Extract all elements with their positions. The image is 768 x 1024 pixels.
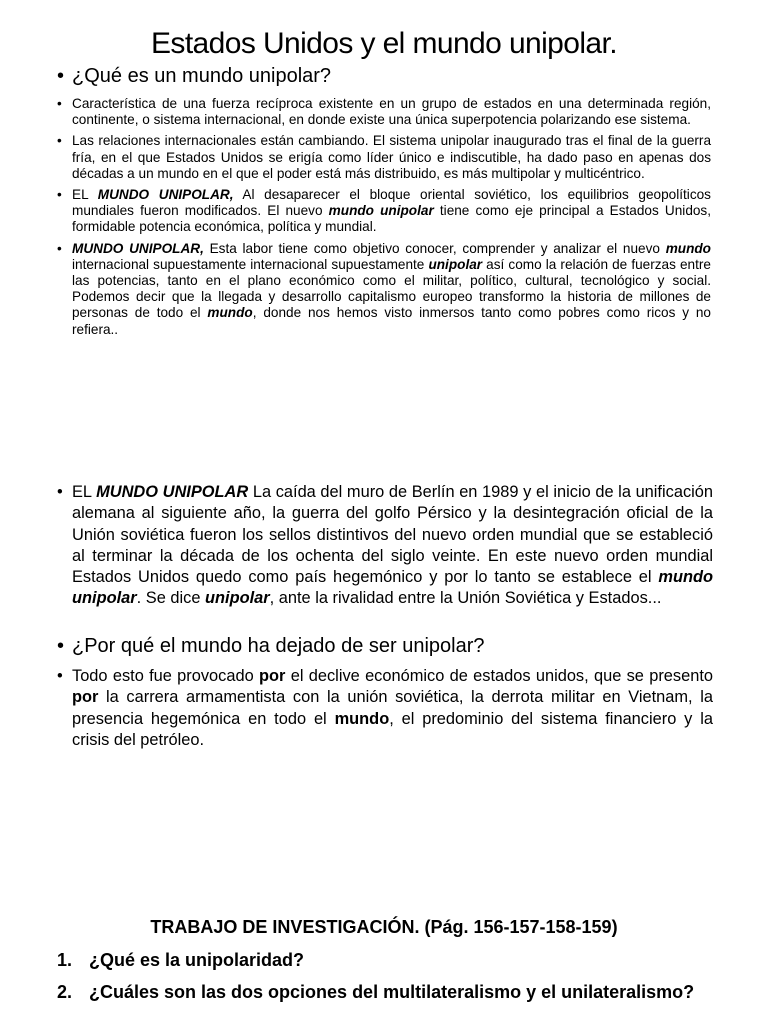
text-run: , donde nos hemos visto inmersos tanto como pobres como ricos y no refiera.. <box>72 305 711 337</box>
bullet: • <box>57 240 62 256</box>
emphasis: unipolar <box>205 589 270 608</box>
paragraph-3-text <box>72 187 711 236</box>
text-run: . Se dice <box>136 589 205 608</box>
emphasis: mundo unipolar <box>328 203 434 219</box>
text-run: , ante la rivalidad entre la Unión Soviética y Estados... <box>269 589 662 608</box>
definition-list <box>57 96 711 343</box>
paragraph-5 <box>57 482 713 610</box>
text-run: EL <box>72 187 98 203</box>
emphasis: mundo <box>334 709 390 728</box>
bullet: • <box>57 635 65 657</box>
text-run: Al desaparecer el bloque oriental soviético, los equilibrios geopolíticos mundiales fueron modificados. El nuevo <box>72 187 711 219</box>
paragraph-4-text <box>72 241 711 338</box>
emphasis: mundo unipolar <box>72 568 713 608</box>
heading-why-not-unipolar <box>57 634 485 658</box>
bullet: • <box>57 133 62 149</box>
paragraph-1 <box>57 96 711 128</box>
question-number: 2. <box>57 982 73 1002</box>
emphasis: mundo <box>207 305 253 321</box>
research-question <box>57 949 711 972</box>
research-question-list <box>57 949 711 980</box>
research-title: TRABAJO DE INVESTIGACIÓN. (Pág. 156-157-158-159) <box>150 917 618 937</box>
emphasis: por <box>259 667 286 685</box>
emphasis: MUNDO UNIPOLAR, <box>72 240 204 256</box>
emphasis: por <box>72 688 99 707</box>
emphasis: MUNDO UNIPOLAR <box>96 483 249 501</box>
heading-text: ¿Por qué el mundo ha dejado de ser unipolar? <box>72 635 485 657</box>
question-text: ¿Cuáles son las dos opciones del multilateralismo y el unilateralismo? <box>89 982 695 1002</box>
question-number: 1. <box>57 950 73 970</box>
emphasis: MUNDO UNIPOLAR, <box>97 187 234 203</box>
research-question <box>57 981 711 1004</box>
paragraph-6 <box>57 666 713 751</box>
research-question-list <box>57 981 711 1012</box>
bullet: • <box>57 667 63 685</box>
text-run: , el predominio del sistema financiero y la crisis del petróleo. <box>72 709 713 749</box>
text-run: internacional supuestamente internacional supuestamente <box>72 256 429 272</box>
paragraph-5-text <box>72 482 713 610</box>
text-run: tiene como eje principal a Estados Unidos, formidable potencia económica, política y mundial. <box>72 203 712 235</box>
paragraph-2-text: Las relaciones internacionales están cambiando. El sistema unipolar inaugurado tras el final de la guerra fría, en el que Estados Unidos se erigía como líder único e indiscutible, ha dado paso en apenas dos décadas a un mundo en el que el poder está más distribuido, es más multipolar y multicéntrico. <box>72 133 711 181</box>
bullet: • <box>57 483 63 501</box>
emphasis: unipolar <box>428 256 483 272</box>
page-title: Estados Unidos y el mundo unipolar. <box>151 27 617 60</box>
text-run: la carrera armamentista con la unión soviética, la derrota militar en Vietnam, la presencia hegemónica en todo el <box>72 688 713 728</box>
emphasis: mundo <box>665 240 711 256</box>
text-run: el declive económico de estados unidos, que se presento <box>285 667 713 685</box>
text-run: EL <box>72 483 97 501</box>
question-text: ¿Qué es la unipolaridad? <box>89 950 305 970</box>
paragraph-4 <box>57 241 711 338</box>
heading-text: ¿Qué es un mundo unipolar? <box>72 65 332 87</box>
paragraph-2 <box>57 133 711 182</box>
reasons-list <box>57 666 713 751</box>
text-run: así como la relación de fuerzas entre las potencias, tanto en el plano económico como el militar, político, cultural, tecnológico y social. Podemos decir que la llegada y desarrollo capitalismo europeo transformo la historia de millones de personas de todo el <box>72 256 711 321</box>
bullet: • <box>57 96 62 111</box>
heading-what-is-unipolar <box>57 64 331 88</box>
text-run: Esta labor tiene como objetivo conocer, comprender y analizar el nuevo <box>203 240 666 256</box>
paragraph-1-text: Característica de una fuerza recíproca existente en un grupo de estados en una determinada región, continente, o sistema internacional, en donde existe una única superpotencia polarizando ese sistema. <box>72 96 711 128</box>
text-run: Todo esto fue provocado <box>72 667 260 685</box>
unipolar-world-list <box>57 482 713 610</box>
text-run: La caída del muro de Berlín en 1989 y el inicio de la unificación alemana al siguiente año, la guerra del golfo Pérsico y la desintegración oficial de la Unión soviética fueron los sellos distintivos del nuevo orden mundial que se estableció al terminar la década de los ochenta del siglo veinte. En este nuevo orden mundial Estados Unidos quedo como país hegemónico y por lo tanto se establece el <box>72 483 714 587</box>
paragraph-3 <box>57 187 711 236</box>
bullet: • <box>57 187 62 203</box>
paragraph-6-text <box>72 666 713 751</box>
bullet: • <box>57 65 65 87</box>
